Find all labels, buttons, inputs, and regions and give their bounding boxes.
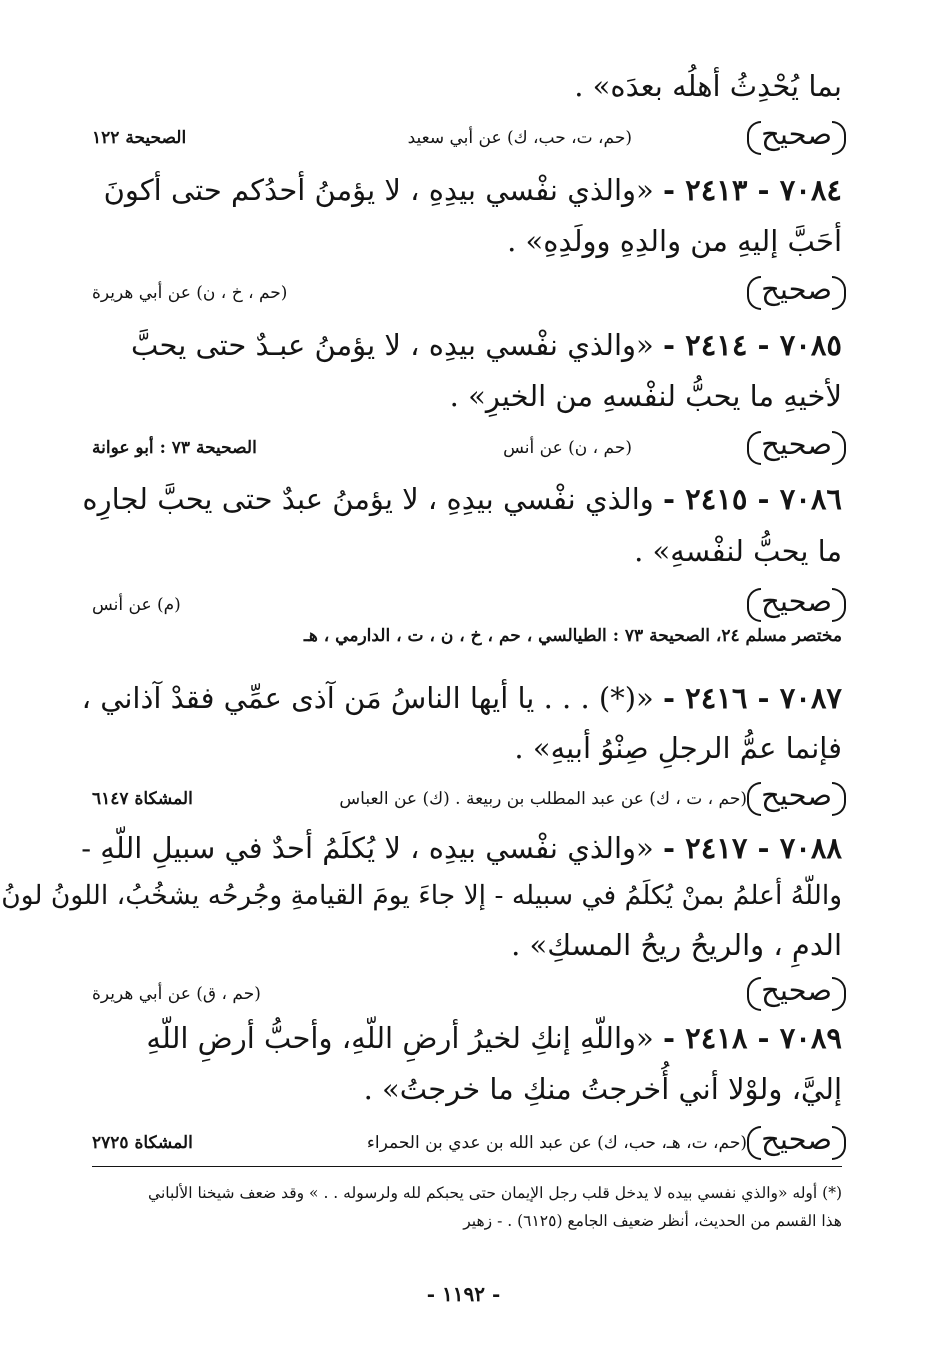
hadith-source: (حم، ت، حب، ك) عن أبي سعيد xyxy=(407,128,632,148)
grade-sahih: صحيح xyxy=(751,116,842,152)
hadith-number: ٧٠٨٧ - ٢٤١٦ - xyxy=(663,681,842,715)
hadith-reference: الصحيحة ٧٣ : أبو عوانة xyxy=(92,438,257,458)
hadith-number: ٧٠٨٩ - ٢٤١٨ - xyxy=(663,1021,842,1055)
grade-row-7085 xyxy=(92,426,842,466)
hadith-reference: المشكاة ٦١٤٧ xyxy=(92,789,193,809)
hadith-7085-line2: لأخيهِ ما يحبُّ لنفْسهِ من الخيرِ» . xyxy=(449,379,842,413)
footnote-line1: (*) أوله «والذي نفسي بيده لا يدخل قلب رجل الإيمان حتى يحبكم لله ولرسوله . . » وقد ضعف شيخنا الألباني xyxy=(148,1184,842,1202)
grade-sahih: صحيح xyxy=(751,426,842,462)
hadith-7085-line1 xyxy=(131,327,842,363)
hadith-7089-line2: إليَّ، ولوْلا أني أُخرجتُ منكِ ما خرجتُ» . xyxy=(363,1072,842,1106)
hadith-text: «(*) . . . يا أيها الناسُ مَن آذى عمِّي فقدْ آذاني ، xyxy=(81,681,654,715)
grade-row-7084 xyxy=(92,271,842,311)
hadith-source: (م) عن أنس xyxy=(92,595,181,615)
hadith-7087-line2: فإنما عمُّ الرجلِ صِنْوُ أبيهِ» . xyxy=(514,731,842,765)
intro-line: بما يُحْدِثُ أهلُه بعدَه» . xyxy=(574,69,842,103)
hadith-7086-line2: ما يحبُّ لنفْسهِ» . xyxy=(634,534,842,568)
page-number: - ١١٩٢ - xyxy=(426,1282,501,1306)
grade-row-7089 xyxy=(92,1121,842,1161)
hadith-reference: المشكاة ٢٧٢٥ xyxy=(92,1133,193,1153)
hadith-7086-line1 xyxy=(82,481,842,517)
hadith-source: (حم ، ق) عن أبي هريرة xyxy=(92,984,261,1004)
hadith-text: «والذي نفْسي بيدِهِ ، لا يؤمنُ أحدُكم حتى أكونَ xyxy=(103,173,654,207)
hadith-7088-line1 xyxy=(81,830,842,866)
hadith-text: والذي نفْسي بيدِهِ ، لا يؤمنُ عبدٌ حتى يحبَّ لجارِه xyxy=(82,482,654,516)
grade-row-7086 xyxy=(92,583,842,623)
reference-row-7086 xyxy=(92,626,842,652)
hadith-source: (حم ، خ ، ن) عن أبي هريرة xyxy=(92,283,288,303)
hadith-7088-line2: واللّهُ أعلمُ بمنْ يُكلَمُ في سبيله - إلا جاءَ يومَ القيامةِ وجُرحُه يشخُبُ، اللونُ لونُ xyxy=(1,880,842,911)
grade-row-122 xyxy=(92,116,842,156)
hadith-7084-line1 xyxy=(104,172,842,208)
footnote-divider xyxy=(92,1166,842,1167)
hadith-source: (حم، ت، هـ، حب، ك) عن عبد الله بن عدي بن الحمراء xyxy=(366,1133,747,1153)
hadith-text: «والذي نفْسي بيدِه ، لا يؤمنُ عبـدٌ حتى يحبَّ xyxy=(131,328,654,362)
grade-row-7088 xyxy=(92,972,842,1012)
hadith-number: ٧٠٨٥ - ٢٤١٤ - xyxy=(663,328,842,362)
hadith-text: «واللّهِ إنكِ لخيرُ أرضِ اللّهِ، وأحبُّ أرضِ اللّهِ xyxy=(146,1021,654,1055)
hadith-number: ٧٠٨٤ - ٢٤١٣ - xyxy=(663,173,842,207)
grade-sahih: صحيح xyxy=(751,1121,842,1157)
grade-row-7087 xyxy=(92,777,842,817)
hadith-7087-line1 xyxy=(82,680,842,716)
grade-sahih: صحيح xyxy=(751,777,842,813)
hadith-reference: الصحيحة ١٢٢ xyxy=(92,128,187,148)
grade-sahih: صحيح xyxy=(751,972,842,1008)
hadith-reference: مختصر مسلم ٢٤، الصحيحة ٧٣ : الطيالسي ، حم ، خ ، ن ، ت ، الدارمي ، هـ xyxy=(303,626,842,646)
hadith-7089-line1 xyxy=(146,1020,842,1056)
hadith-source: (حم ، ن) عن أنس xyxy=(503,438,632,458)
hadith-number: ٧٠٨٨ - ٢٤١٧ - xyxy=(663,831,842,865)
hadith-number: ٧٠٨٦ - ٢٤١٥ - xyxy=(663,482,842,516)
hadith-source: (حم ، ت ، ك) عن عبد المطلب بن ربيعة . (ك) عن العباس xyxy=(339,789,747,809)
hadith-7088-line3: الدمِ ، والريحُ ريحُ المسكِ» . xyxy=(511,928,842,962)
hadith-7084-line2: أحَبَّ إليهِ من والدِهِ وولَدِهِ» . xyxy=(507,224,842,258)
grade-sahih: صحيح xyxy=(751,271,842,307)
footnote-line2: هذا القسم من الحديث، أنظر ضعيف الجامع (٦١٢٥) . - زهير xyxy=(463,1212,842,1230)
hadith-text: «والذي نفْسي بيدِه ، لا يُكلَمُ أحدٌ في سبيلِ اللّهِ - xyxy=(81,831,654,865)
grade-sahih: صحيح xyxy=(751,583,842,619)
